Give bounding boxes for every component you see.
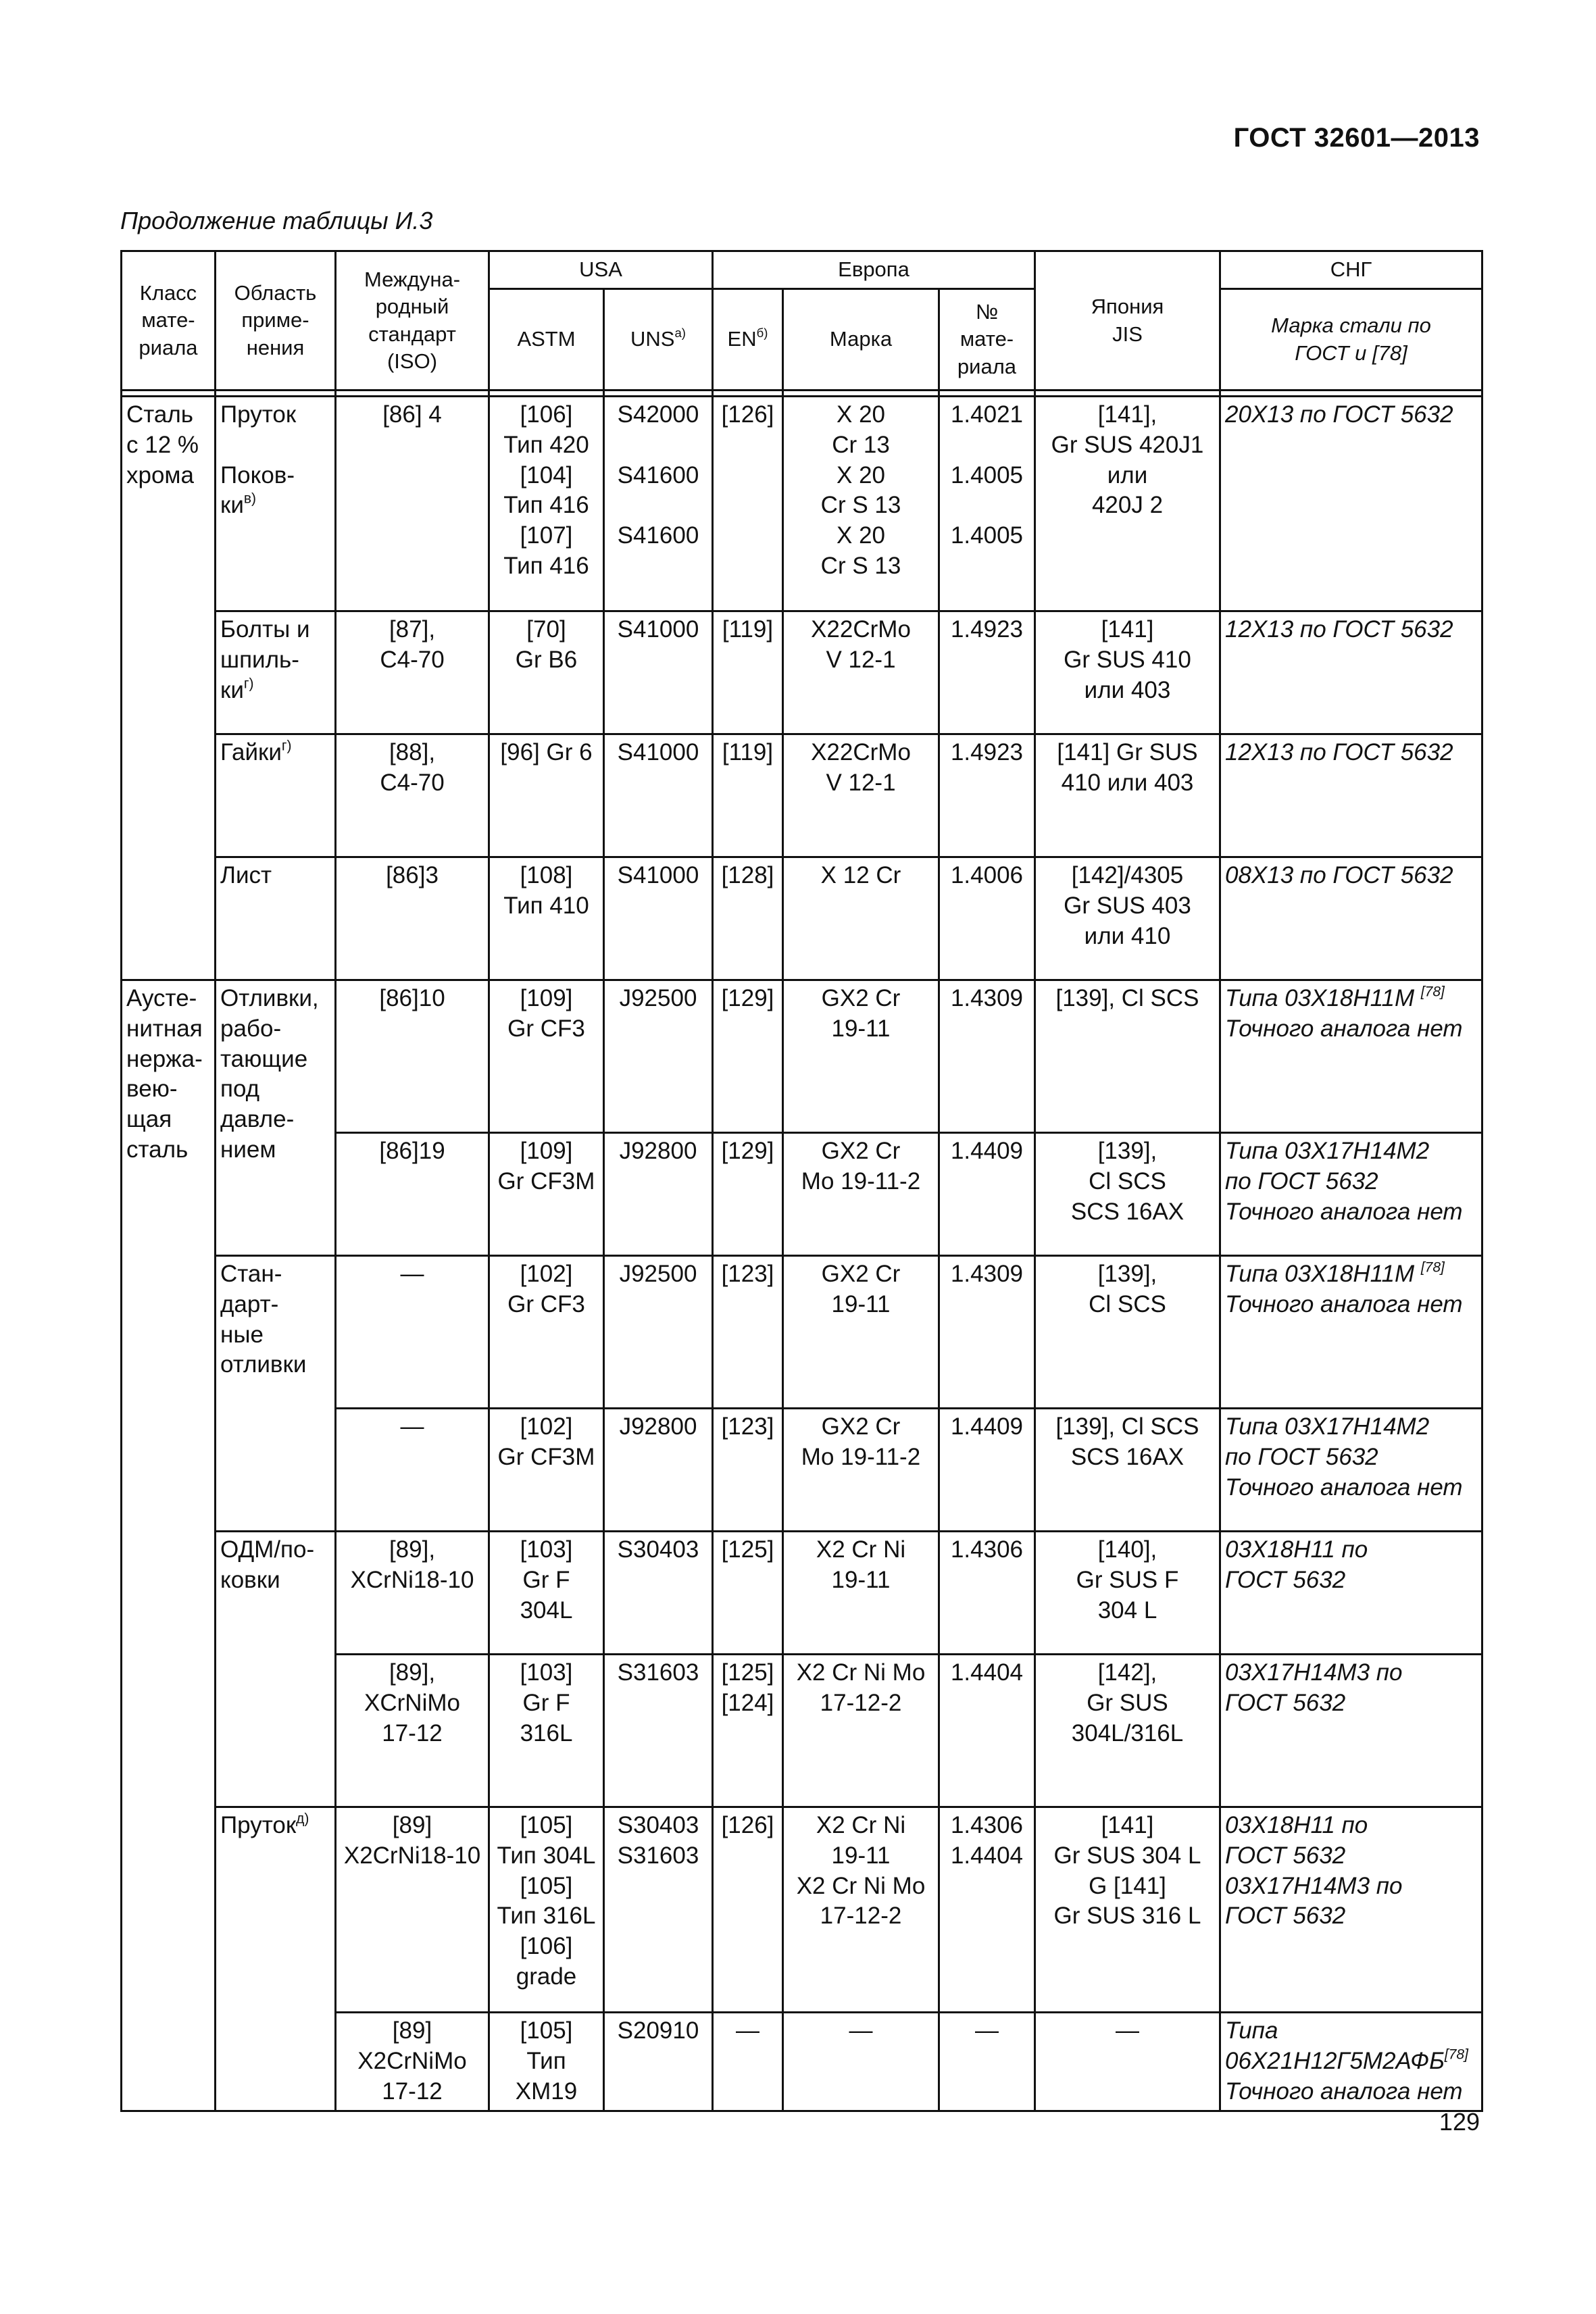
header-uns: $UNS^{а)}$ [604,289,713,391]
material-number-cell: 1.4306 1.4404 [939,1807,1035,2013]
table-row [122,857,1482,980]
marka-cell: X22CrMo V 12-1 [783,734,939,857]
header-usa: USA [489,251,713,289]
area-cell: ОДМ/по- ковки [216,1532,336,1807]
jis-cell: [140], Gr SUS F 304 L [1035,1532,1220,1655]
page-number: 129 [1439,2108,1480,2136]
header-area: Область приме- нения [216,251,336,391]
en-cell: [125] [713,1532,783,1655]
en-cell: [125] [124] [713,1655,783,1807]
area-cell: Пруток$^{д)}$ [216,1807,336,2111]
astm-cell: [108] Тип 410 [489,857,604,980]
cis-grade-cell: 03Х18Н11 по ГОСТ 5632 [1220,1532,1482,1655]
header-iso: Междуна- родный стандарт (ISO) [336,251,489,391]
en-cell: [119] [713,611,783,734]
uns-cell: S42000 S41600 S41600 [604,397,713,611]
iso-cell: [87], C4-70 [336,611,489,734]
area-cell: Гайки$^{г)}$ [216,734,336,857]
iso-cell: [86]10 [336,980,489,1133]
iso-cell: [86]3 [336,857,489,980]
iso-cell: — [336,1256,489,1409]
uns-cell: S41000 [604,734,713,857]
astm-cell: [106] Тип 420 [104] Тип 416 [107] Тип 416 [489,397,604,611]
material-number-cell: — [939,2013,1035,2111]
iso-cell: — [336,1409,489,1532]
astm-cell: [103] Gr F 304L [489,1532,604,1655]
uns-cell: S41000 [604,611,713,734]
astm-cell: [96] Gr 6 [489,734,604,857]
cis-grade-cell: Типа 03Х18Н11М [78] Точного аналога нет [1220,1256,1482,1409]
iso-cell: [89], XCrNi18-10 [336,1532,489,1655]
cis-grade-cell: 12Х13 по ГОСТ 5632 [1220,611,1482,734]
jis-cell: [139], Cl SCS [1035,980,1220,1133]
marka-cell: GX2 Cr 19-11 [783,980,939,1133]
header-class: Класс мате- риала [122,251,216,391]
area-cell: Отливки, рабо- тающие под давле- нием [216,980,336,1256]
uns-cell: J92800 [604,1409,713,1532]
header-japan: Япония JIS [1035,251,1220,391]
uns-cell: S41000 [604,857,713,980]
steel-grades-table [120,250,1483,2112]
material-number-cell: 1.4923 [939,734,1035,857]
en-cell: [123] [713,1256,783,1409]
material-class-cell: Аусте- нитная нержа- вею- щая сталь [122,980,216,2111]
astm-cell: [70] Gr B6 [489,611,604,734]
area-cell: Болты и шпиль- $ки^{г)}$ [216,611,336,734]
header-cis-grade: Марка стали по ГОСТ и [78] [1220,289,1482,391]
marka-cell: X 20 Cr 13 X 20 Cr S 13 X 20 Cr S 13 [783,397,939,611]
en-cell: — [713,2013,783,2111]
material-number-cell: 1.4006 [939,857,1035,980]
marka-cell: X2 Cr Ni Mo 17-12-2 [783,1655,939,1807]
iso-cell: [88], C4-70 [336,734,489,857]
astm-cell: [109] Gr CF3M [489,1133,604,1256]
document-number: ГОСТ 32601—2013 [1233,123,1480,153]
material-number-cell: 1.4306 [939,1532,1035,1655]
jis-cell: [141] Gr SUS 410 или 403 [1035,611,1220,734]
material-number-cell: 1.4923 [939,611,1035,734]
cis-grade-cell: 12Х13 по ГОСТ 5632 [1220,734,1482,857]
material-number-cell: 1.4409 [939,1409,1035,1532]
jis-cell: [141] Gr SUS 410 или 403 [1035,734,1220,857]
en-cell: [119] [713,734,783,857]
material-number-cell: 1.4404 [939,1655,1035,1807]
cis-grade-cell: Типа 03Х17Н14М2 по ГОСТ 5632 Точного аналога нет [1220,1409,1482,1532]
uns-cell: S30403 S31603 [604,1807,713,2013]
header-marka: Марка [783,289,939,391]
uns-cell: S20910 [604,2013,713,2111]
astm-cell: [105] Тип ХМ19 [489,2013,604,2111]
cis-grade-cell: Типа 03Х17Н14М2 по ГОСТ 5632 Точного аналога нет [1220,1133,1482,1256]
jis-cell: [141] Gr SUS 304 L G [141] Gr SUS 316 L [1035,1807,1220,2013]
uns-cell: J92500 [604,1256,713,1409]
en-cell: [128] [713,857,783,980]
iso-cell: [86] 4 [336,397,489,611]
jis-cell: [141], Gr SUS 420J1 или 420J 2 [1035,397,1220,611]
table-row [122,1532,1482,1655]
material-class-cell: Сталь с 12 % хрома [122,397,216,980]
table-row [122,1256,1482,1409]
uns-cell: S31603 [604,1655,713,1807]
header-astm: ASTM [489,289,604,391]
jis-cell: [139], Cl SCS [1035,1256,1220,1409]
marka-cell: X22CrMo V 12-1 [783,611,939,734]
table-row [122,734,1482,857]
astm-cell: [102] Gr CF3M [489,1409,604,1532]
marka-cell: — [783,2013,939,2111]
material-number-cell: 1.4409 [939,1133,1035,1256]
uns-cell: S30403 [604,1532,713,1655]
header-cis: СНГ [1220,251,1482,289]
header-separator [122,391,1482,397]
en-cell: [129] [713,980,783,1133]
astm-cell: [103] Gr F 316L [489,1655,604,1807]
marka-cell: GX2 Cr Mo 19-11-2 [783,1409,939,1532]
uns-cell: J92500 [604,980,713,1133]
marka-cell: X 12 Cr [783,857,939,980]
marka-cell: GX2 Cr 19-11 [783,1256,939,1409]
iso-cell: [89] X2CrNiMo 17-12 [336,2013,489,2111]
area-cell: Стан- дарт- ные отливки [216,1256,336,1532]
jis-cell: [139], Cl SCS SCS 16AX [1035,1133,1220,1256]
table-row [122,1807,1482,2013]
astm-cell: [105] Тип 304L [105] Тип 316L [106] grade [489,1807,604,2013]
iso-cell: [89], XCrNiMo 17-12 [336,1655,489,1807]
marka-cell: X2 Cr Ni 19-11 [783,1532,939,1655]
jis-cell: [142]/4305 Gr SUS 403 или 410 [1035,857,1220,980]
table-caption: Продолжение таблицы И.3 [120,207,433,234]
marka-cell: X2 Cr Ni 19-11 X2 Cr Ni Mo 17-12-2 [783,1807,939,2013]
material-number-cell: 1.4309 [939,980,1035,1133]
en-cell: [126] [713,1807,783,2013]
cis-grade-cell: Типа 06Х21Н12Г5М2АФБ[78] Точного аналога нет [1220,2013,1482,2111]
iso-cell: [86]19 [336,1133,489,1256]
en-cell: [123] [713,1409,783,1532]
uns-cell: J92800 [604,1133,713,1256]
marka-cell: GX2 Cr Mo 19-11-2 [783,1133,939,1256]
material-number-cell: 1.4021 1.4005 1.4005 [939,397,1035,611]
cis-grade-cell: 03Х18Н11 по ГОСТ 5632 03Х17Н14М3 по ГОСТ 5632 [1220,1807,1482,2013]
header-en: $EN^{б)}$ [713,289,783,391]
header-material-number: № мате- риала [939,289,1035,391]
iso-cell: [89] X2CrNi18-10 [336,1807,489,2013]
material-number-cell: 1.4309 [939,1256,1035,1409]
astm-cell: [109] Gr CF3 [489,980,604,1133]
cis-grade-cell: Типа 03Х18Н11М [78] Точного аналога нет [1220,980,1482,1133]
cis-grade-cell: 03Х17Н14М3 по ГОСТ 5632 [1220,1655,1482,1807]
header-europe: Европа [713,251,1035,289]
jis-cell: [139], Cl SCS SCS 16AX [1035,1409,1220,1532]
table-row [122,611,1482,734]
area-cell: Пруток Поков- $ки^{в)}$ [216,397,336,611]
table-row [122,980,1482,1133]
astm-cell: [102] Gr CF3 [489,1256,604,1409]
cis-grade-cell: 08Х13 по ГОСТ 5632 [1220,857,1482,980]
jis-cell: — [1035,2013,1220,2111]
en-cell: [126] [713,397,783,611]
cis-grade-cell: 20Х13 по ГОСТ 5632 [1220,397,1482,611]
table-row [122,397,1482,611]
en-cell: [129] [713,1133,783,1256]
area-cell: Лист [216,857,336,980]
table-header [122,251,1482,397]
jis-cell: [142], Gr SUS 304L/316L [1035,1655,1220,1807]
